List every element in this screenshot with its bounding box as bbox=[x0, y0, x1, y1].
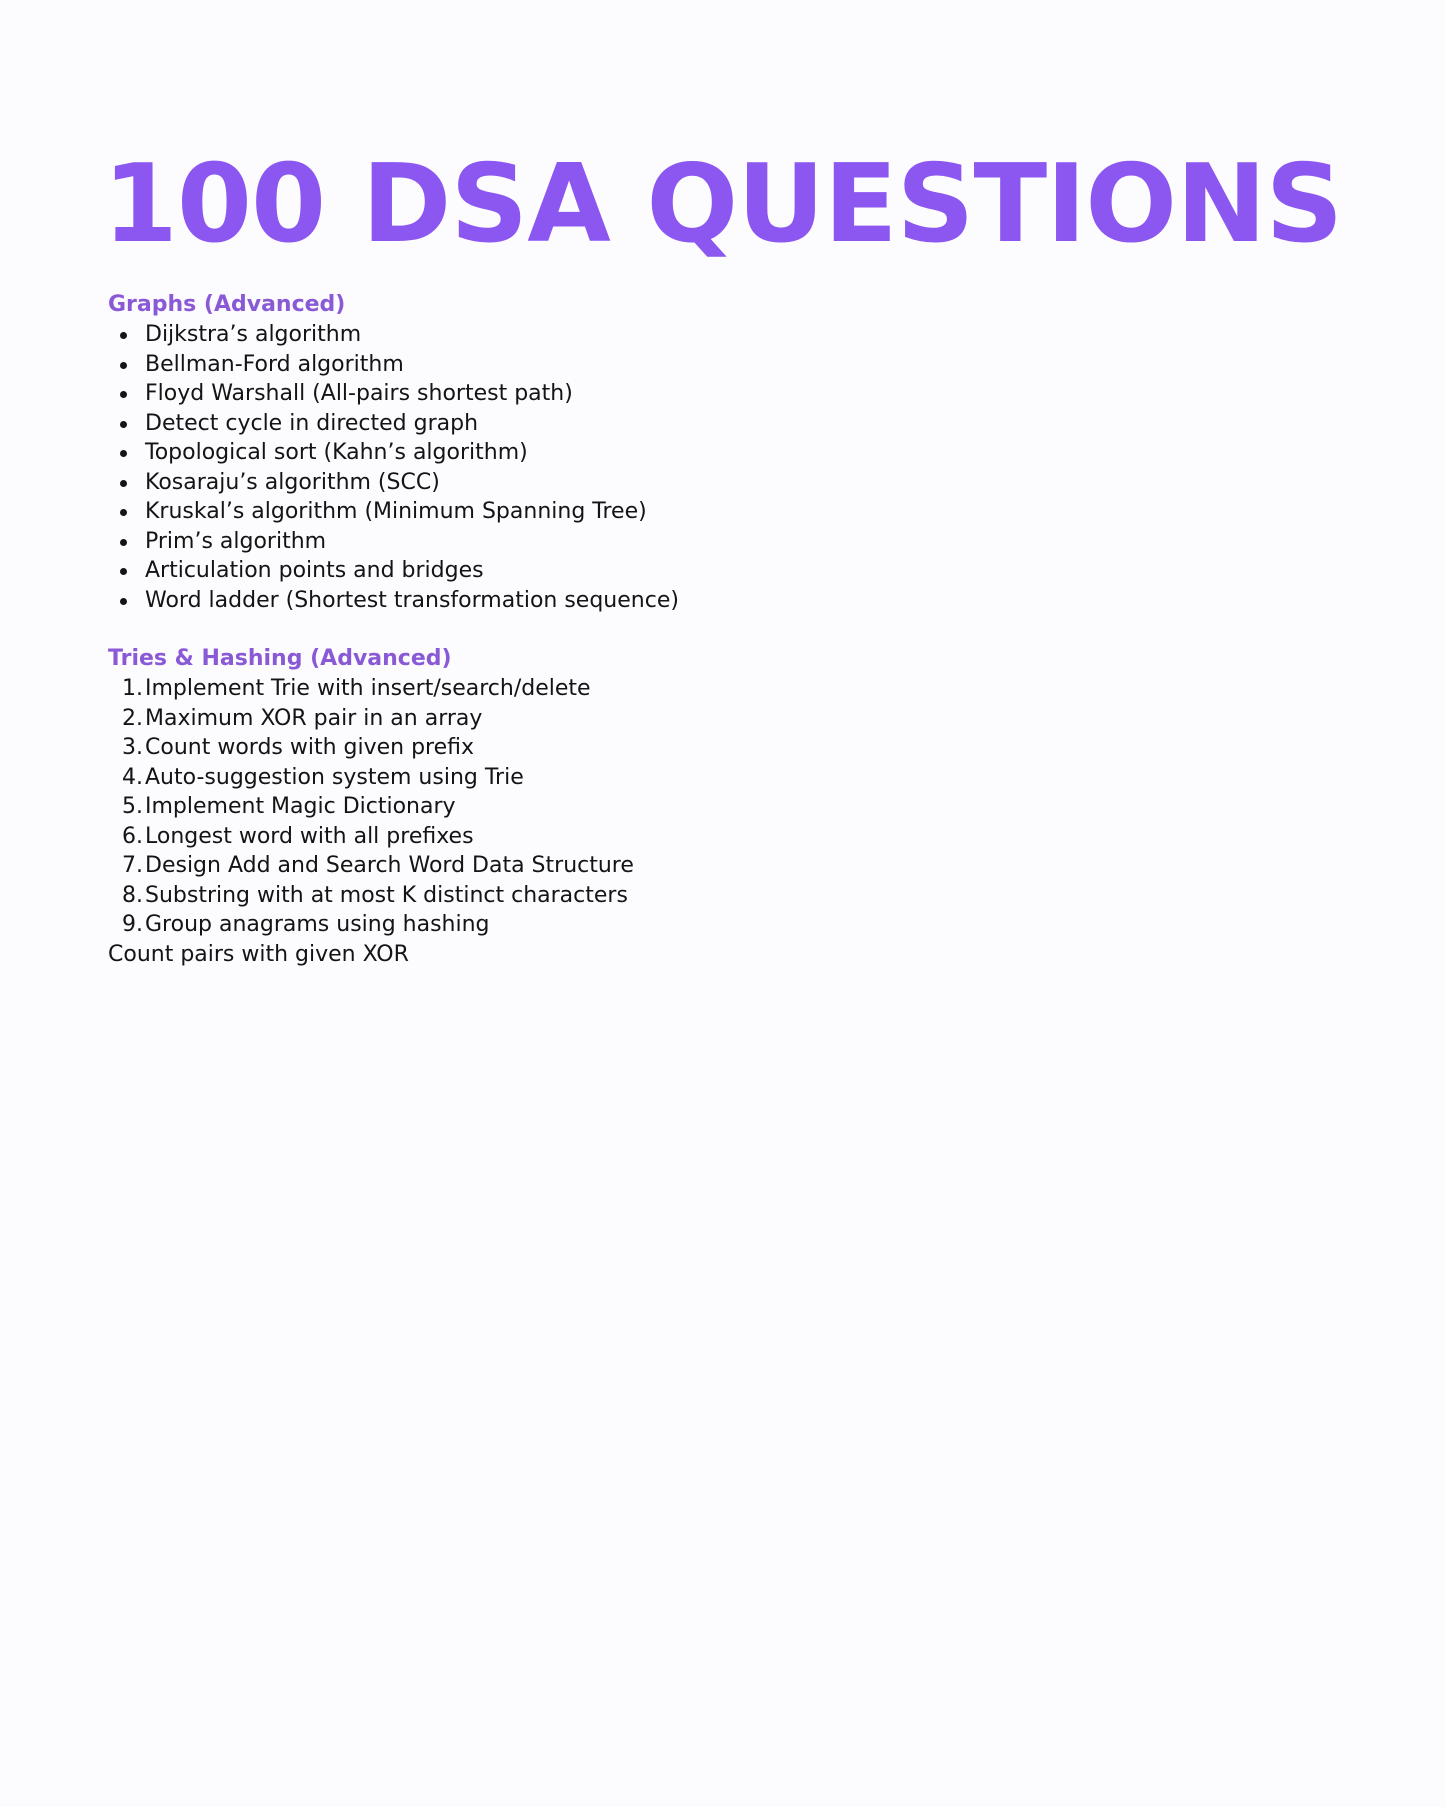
list-item-text: Longest word with all prefixes bbox=[145, 823, 474, 849]
list-item bbox=[108, 674, 1358, 704]
list-item-number: 2. bbox=[122, 705, 143, 731]
list-item-number: 1. bbox=[122, 676, 143, 701]
list-item bbox=[108, 586, 1358, 616]
list-item-text: Prim’s algorithm bbox=[145, 528, 327, 554]
list-item-text: Word ladder (Shortest transformation sequence) bbox=[145, 587, 679, 613]
list-item-text: Kosaraju’s algorithm (SCC) bbox=[145, 469, 440, 495]
list-item bbox=[108, 556, 1358, 586]
list-item bbox=[108, 792, 1358, 822]
bullet-icon bbox=[120, 480, 127, 487]
bullet-icon bbox=[120, 568, 127, 575]
bullet-icon bbox=[120, 539, 127, 546]
list-item-text: Maximum XOR pair in an array bbox=[145, 705, 483, 731]
list-item-text: Articulation points and bridges bbox=[145, 558, 484, 583]
list-item bbox=[108, 881, 1358, 911]
list-item bbox=[108, 379, 1358, 409]
list-item-text: Topological sort (Kahn’s algorithm) bbox=[145, 440, 528, 465]
tries-list bbox=[108, 674, 1358, 940]
bullet-icon bbox=[120, 391, 127, 398]
list-item-text: Count words with given prefix bbox=[145, 735, 475, 760]
list-item bbox=[108, 409, 1358, 439]
list-item-number: 9. bbox=[122, 912, 143, 937]
list-item-number: 5. bbox=[122, 794, 143, 819]
list-item bbox=[108, 320, 1358, 350]
list-item bbox=[108, 527, 1358, 557]
bullet-icon bbox=[120, 450, 127, 457]
section-heading-tries: Tries & Hashing (Advanced) bbox=[108, 646, 452, 671]
page-title: 100 DSA QUESTIONS bbox=[102, 142, 1343, 267]
list-item-number: 3. bbox=[122, 735, 143, 760]
list-item bbox=[108, 497, 1358, 527]
list-item-number: 7. bbox=[122, 853, 143, 878]
bullet-icon bbox=[120, 332, 127, 339]
list-item-text: Detect cycle in directed graph bbox=[145, 410, 479, 436]
list-item-text: Implement Trie with insert/search/delete bbox=[145, 676, 591, 701]
bullet-icon bbox=[120, 362, 127, 369]
list-item-text: Auto-suggestion system using Trie bbox=[145, 764, 524, 790]
list-item bbox=[108, 438, 1358, 468]
list-item bbox=[108, 822, 1358, 852]
list-item-number: 4. bbox=[122, 764, 143, 790]
graphs-list bbox=[108, 320, 1358, 615]
list-item-text: Bellman-Ford algorithm bbox=[145, 351, 404, 377]
list-item bbox=[108, 468, 1358, 498]
list-item-number: 8. bbox=[122, 882, 143, 908]
list-item-text: Floyd Warshall (All-pairs shortest path) bbox=[145, 381, 573, 406]
list-item bbox=[108, 350, 1358, 380]
list-item bbox=[108, 910, 1358, 940]
trailing-item-text: Count pairs with given XOR bbox=[108, 941, 409, 967]
document-content bbox=[108, 290, 1358, 969]
bullet-icon bbox=[120, 421, 127, 428]
list-item bbox=[108, 763, 1358, 793]
bullet-icon bbox=[120, 598, 127, 605]
bullet-icon bbox=[120, 509, 127, 516]
section-spacer bbox=[108, 615, 1358, 644]
list-item-number: 6. bbox=[122, 823, 143, 849]
list-item-text: Implement Magic Dictionary bbox=[145, 794, 456, 819]
list-item-text: Kruskal’s algorithm (Minimum Spanning Tree) bbox=[145, 499, 647, 524]
list-item bbox=[108, 733, 1358, 763]
section-heading-graphs: Graphs (Advanced) bbox=[108, 292, 346, 317]
list-item-text: Substring with at most K distinct characters bbox=[145, 882, 628, 908]
list-item bbox=[108, 704, 1358, 734]
list-item-text: Dijkstra’s algorithm bbox=[145, 322, 362, 347]
list-item bbox=[108, 851, 1358, 881]
list-item-text: Group anagrams using hashing bbox=[145, 912, 490, 937]
list-item-text: Design Add and Search Word Data Structure bbox=[145, 853, 634, 878]
